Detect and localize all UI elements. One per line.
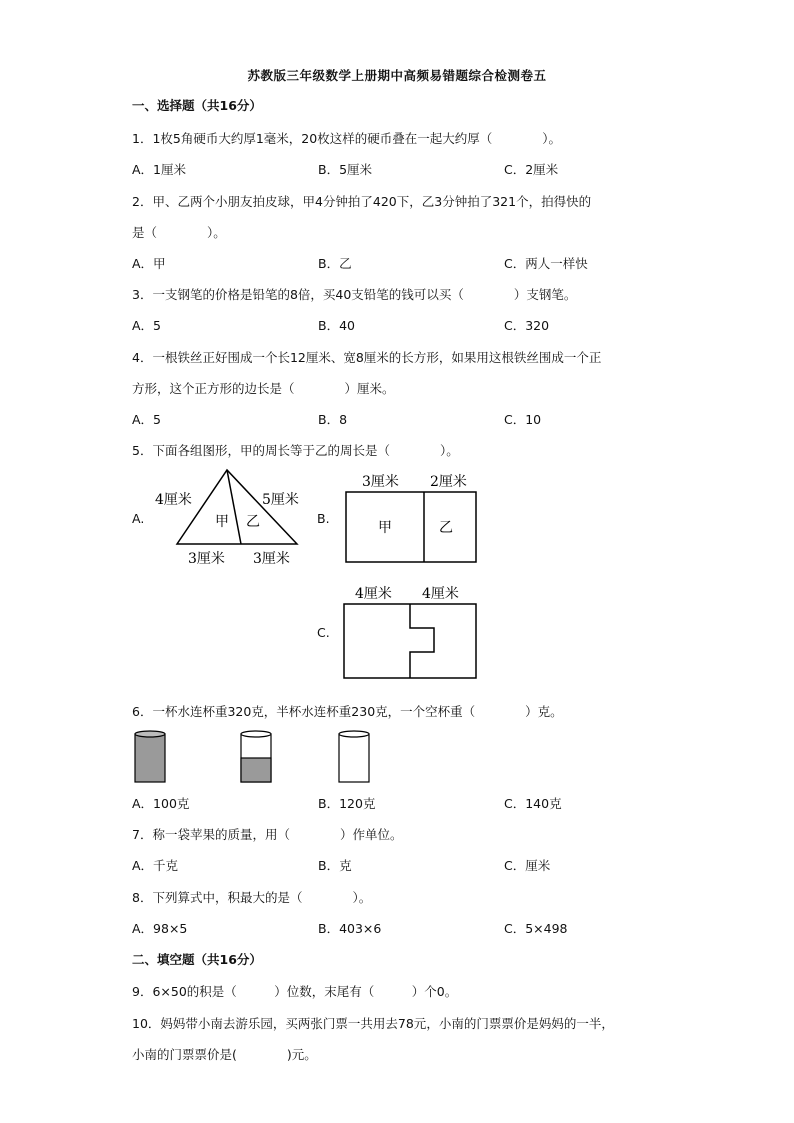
- question-5: 5．下面各组图形，甲的周长等于乙的周长是（ ）。: [132, 443, 459, 458]
- notched-divider: [410, 604, 434, 678]
- question-2-line-1: 2．甲、乙两个小朋友拍皮球，甲4分钟拍了420下，乙3分钟拍了321个，拍得快的: [132, 194, 592, 209]
- question-10-line-2: 小南的门票票价是( )元。: [132, 1047, 317, 1062]
- section-heading-fill: 二、填空题（共16分）: [132, 952, 262, 967]
- question-6: 6．一杯水连杯重320克，半杯水连杯重230克，一个空杯重（ ）克。: [132, 704, 563, 719]
- full-cup: [135, 731, 165, 782]
- fig-a-base-left: 3厘米: [188, 551, 225, 567]
- q6-option-b[interactable]: B．120克: [318, 796, 376, 811]
- question-7: 7．称一袋苹果的质量，用（ ）作单位。: [132, 827, 403, 842]
- q3-option-c[interactable]: C．320: [504, 318, 550, 333]
- q5-figure-b: [340, 468, 485, 568]
- triangle-divider: [227, 470, 241, 544]
- q4-option-a[interactable]: A．5: [132, 412, 162, 427]
- question-3: 3．一支钢笔的价格是铅笔的8倍，买40支铅笔的钱可以买（ ）支钢笔。: [132, 287, 577, 302]
- q4-option-c[interactable]: C．10: [504, 412, 542, 427]
- q1-option-a[interactable]: A．1厘米: [132, 162, 187, 177]
- q2-option-a[interactable]: A．甲: [132, 256, 166, 271]
- empty-cup: [339, 731, 369, 782]
- q4-option-b[interactable]: B．8: [318, 412, 348, 427]
- rect-outline: [346, 492, 476, 562]
- section-heading-choice: 一、选择题（共16分）: [132, 98, 262, 113]
- question-8: 8．下列算式中，积最大的是（ ）。: [132, 890, 372, 905]
- fig-b-top-right: 2厘米: [430, 474, 467, 490]
- question-4-line-2: 方形，这个正方形的边长是（ ）厘米。: [132, 381, 395, 396]
- half-cup-water: [241, 758, 271, 782]
- empty-cup-rim: [339, 731, 369, 737]
- q3-option-a[interactable]: A．5: [132, 318, 162, 333]
- half-cup: [241, 731, 271, 782]
- half-cup-rim: [241, 731, 271, 737]
- q1-option-c[interactable]: C．2厘米: [504, 162, 559, 177]
- q8-option-b[interactable]: B．403×6: [318, 921, 382, 936]
- q6-option-a[interactable]: A．100克: [132, 796, 190, 811]
- fig-a-right-label: 5厘米: [262, 492, 299, 508]
- fig-a-jia: 甲: [215, 514, 229, 530]
- fig-c-top-left: 4厘米: [355, 586, 392, 602]
- q5-figure-a: [150, 466, 310, 570]
- fig-a-left-label: 4厘米: [155, 492, 192, 508]
- page-title: 苏教版三年级数学上册期中高频易错题综合检测卷五: [247, 68, 547, 83]
- fig-b-yi: 乙: [439, 520, 453, 536]
- q7-option-a[interactable]: A．千克: [132, 858, 179, 873]
- q3-option-b[interactable]: B．40: [318, 318, 355, 333]
- q6-option-c[interactable]: C．140克: [504, 796, 562, 811]
- full-cup-body: [135, 734, 165, 782]
- q5-option-a-label[interactable]: A.: [132, 511, 145, 526]
- question-4-line-1: 4．一根铁丝正好围成一个长12厘米、宽8厘米的长方形，如果用这根铁丝围成一个正: [132, 350, 602, 365]
- q7-option-c[interactable]: C．厘米: [504, 858, 551, 873]
- fig-a-base-right: 3厘米: [253, 551, 290, 567]
- q7-option-b[interactable]: B．克: [318, 858, 352, 873]
- q2-option-c[interactable]: C．两人一样快: [504, 256, 588, 271]
- question-9: 9．6×50的积是（ ）位数，末尾有（ ）个0。: [132, 984, 458, 999]
- q5-figure-c: [340, 580, 485, 684]
- q8-option-c[interactable]: C．5×498: [504, 921, 568, 936]
- q1-option-b[interactable]: B．5厘米: [318, 162, 373, 177]
- q6-cups-figure: [130, 728, 400, 788]
- fig-b-jia: 甲: [378, 520, 392, 536]
- full-cup-rim: [135, 731, 165, 737]
- question-2-line-2: 是（ ）。: [132, 225, 226, 240]
- question-1: 1．1枚5角硬币大约厚1毫米，20枚这样的硬币叠在一起大约厚（ ）。: [132, 131, 561, 146]
- empty-cup-body: [339, 734, 369, 782]
- q5-option-b-label[interactable]: B.: [317, 511, 330, 526]
- fig-c-top-right: 4厘米: [422, 586, 459, 602]
- question-10-line-1: 10．妈妈带小南去游乐园，买两张门票一共用去78元，小南的门票票价是妈妈的一半，: [132, 1016, 614, 1031]
- fig-a-yi: 乙: [246, 514, 260, 530]
- q5-option-c-label[interactable]: C.: [317, 625, 330, 640]
- q8-option-a[interactable]: A．98×5: [132, 921, 188, 936]
- fig-b-top-left: 3厘米: [362, 474, 399, 490]
- q2-option-b[interactable]: B．乙: [318, 256, 352, 271]
